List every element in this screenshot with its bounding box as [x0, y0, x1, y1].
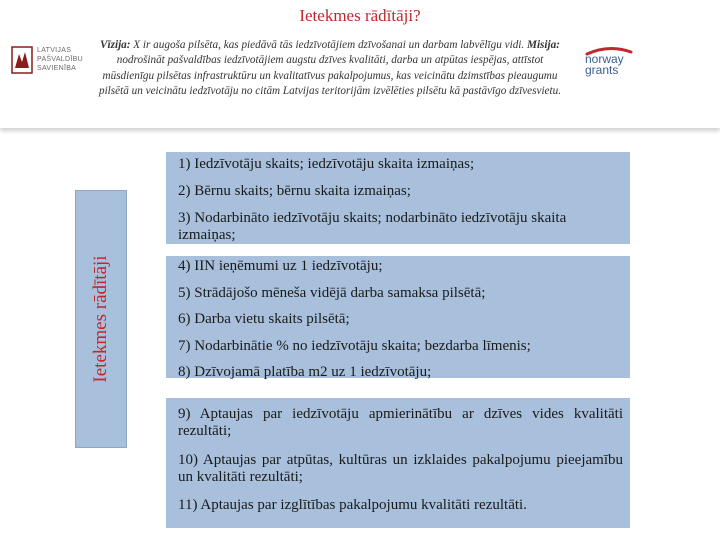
header	[0, 0, 720, 128]
norway-grants-word-2: grants	[585, 63, 619, 77]
norway-grants-logo	[583, 46, 635, 80]
indicator-11: 11) Aptaujas par izglītības pakalpojumu kvalitāti rezultāti.	[178, 497, 527, 513]
norway-grants-word-1: norway	[585, 52, 624, 66]
indicator-7: 7) Nodarbinātie % no iedzīvotāju skaita; bezdarba līmenis;	[178, 338, 531, 354]
mission-text: nodrošināt pašvaldības iedzīvotājiem augstu dzīves kvalitāti, darba un atpūtas iespējas, attīstot mūsdienīgu pilsētas infrastruktūru un kvalitatīvus pakalpojumus, kas veicinātu dzimstības pieaugumu pilsētā un veicinātu iedzīvotāju no citām Latvijas teritorijām izvēlēties pilsētu kā pastāvīgo dzīvesvietu.	[98, 54, 562, 98]
lps-logo	[11, 44, 91, 78]
indicator-9: 9) Aptaujas par iedzīvotāju apmierinātību ar dzīves vides kvalitāti rezultāti;	[178, 406, 623, 439]
indicator-2: 2) Bērnu skaits; bērnu skaita izmaiņas;	[178, 183, 411, 199]
lps-logo-line-1: LATVIJAS	[37, 47, 72, 54]
vision-text: X ir augoša pilsēta, kas piedāvā tās iedzīvotājiem dzīvošanai un darbam labvēlīgu vidi.	[130, 39, 527, 51]
indicator-4: 4) IIN ieņēmumi uz 1 iedzīvotāju;	[178, 258, 383, 274]
indicator-8: 8) Dzīvojamā platība m2 uz 1 iedzīvotāju;	[178, 364, 432, 380]
indicator-5: 5) Strādājošo mēneša vidējā darba samaksa pilsētā;	[178, 285, 486, 301]
indicator-6: 6) Darba vietu skaits pilsētā;	[178, 311, 350, 327]
sidebar-label: Ietekmes rādītāji	[90, 255, 111, 383]
mission-label: Misija:	[527, 39, 560, 51]
indicator-10: 10) Aptaujas par atpūtas, kultūras un izklaides pakalpojumu pieejamību un kvalitāti rezultāti;	[178, 452, 623, 485]
vision-label: Vīzija:	[100, 39, 131, 51]
lps-logo-line-2: PAŠVALDĪBU	[37, 56, 83, 63]
lps-logo-line-3: SAVIENĪBA	[37, 65, 77, 72]
indicator-1: 1) Iedzīvotāju skaits; iedzīvotāju skaita izmaiņas;	[178, 156, 475, 172]
indicator-3: 3) Nodarbināto iedzīvotāju skaits; nodarbināto iedzīvotāju skaita izmaiņas;	[178, 210, 567, 243]
page-title: Ietekmes rādītāji?	[299, 6, 421, 25]
vision-mission-text	[92, 38, 568, 100]
lps-emblem-icon	[11, 46, 33, 74]
